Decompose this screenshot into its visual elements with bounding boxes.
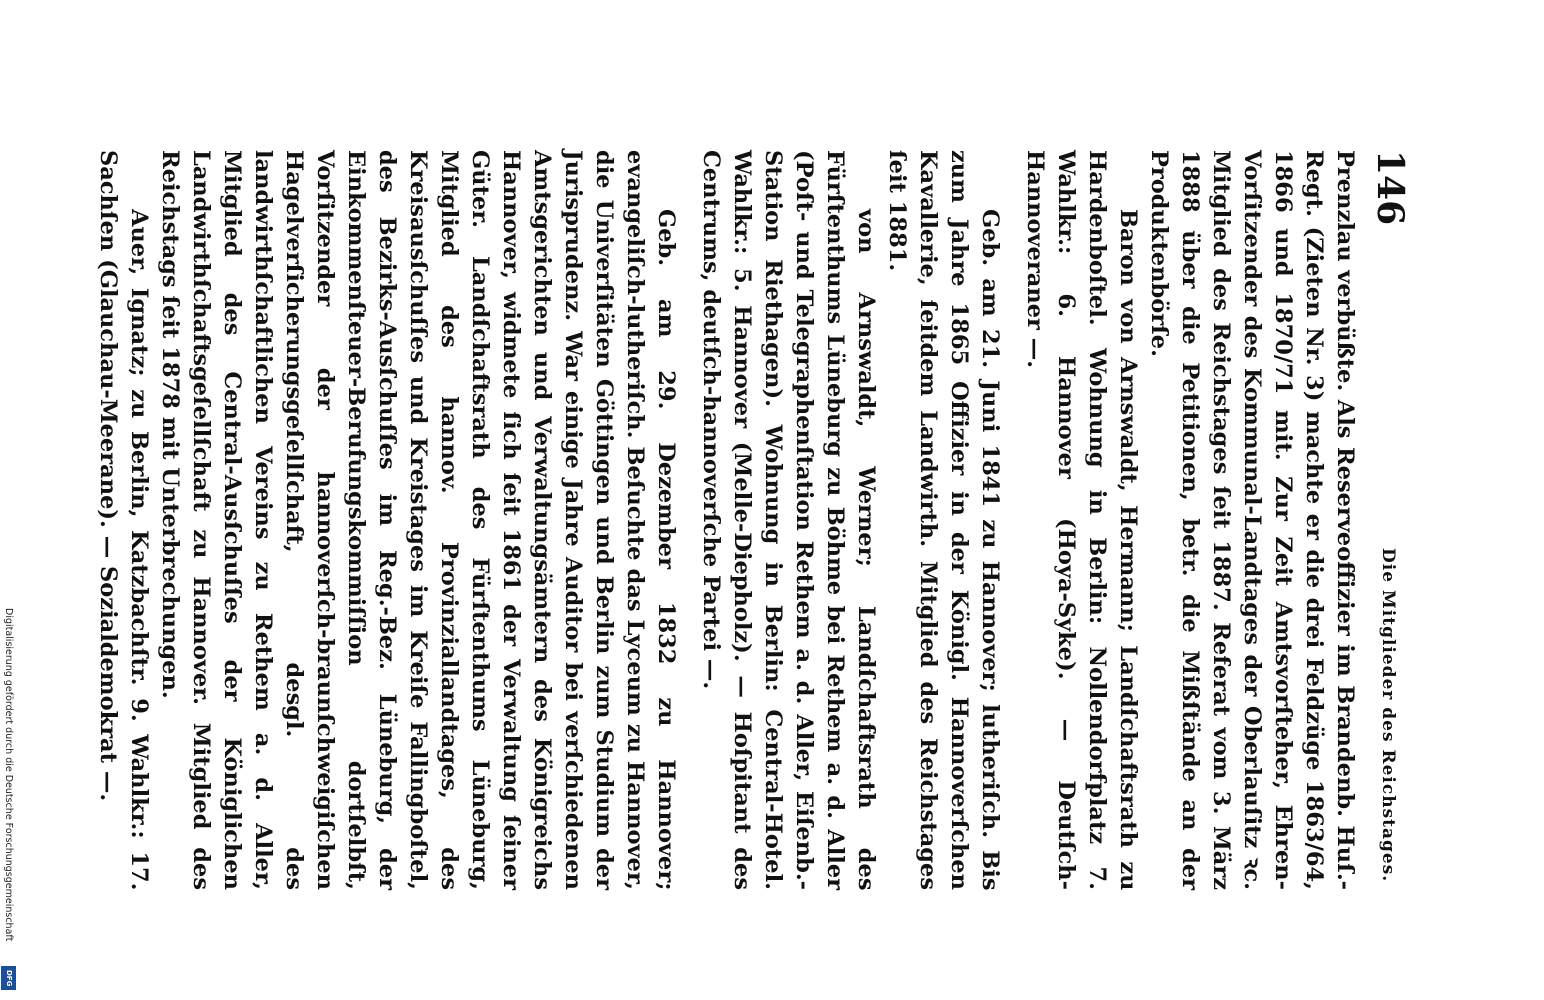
paragraph-bio-hermann-arnswaldt: Geb. am 21. Juni 1841 zu Hannover; lutheriſch. Bis zum Jahre 1865 Offizier in der Königl. Hannoverſchen Kavallerie, ſeitdem Landwirth. Mitglied des Reichstages ſeit 1881. xyxy=(884,150,1003,890)
footer-strip xyxy=(0,0,20,1000)
page-number: 146 xyxy=(1369,150,1411,226)
paragraph-entry-werner-arnswaldt: von Arnswaldt, Werner; Landſchaftsrath des Fürſtenthums Lüneburg zu Böhme bei Rethem a. d. Aller (Poſt- und Telegraphenſtation Rethem a. d. Aller, Eiſenb.-Station Riethagen). Wohnung in Berlin: Central-Hotel. Wahlkr.: 5. Hannover (Melle-Diepholz). — Hoſpitant des Centrums, deutſch-hannoverſche Partei —. xyxy=(698,150,879,890)
digitization-credit: Digitalisierung gefördert durch die Deutsche Forschungsgemeinschaft xyxy=(3,608,14,942)
paragraph-bio-werner-arnswaldt: Geb. am 29. Dezember 1832 zu Hannover; evangeliſch-lutheriſch. Beſuchte das Lyceum zu Hannover, die Univerſitäten Göttingen und Berlin zum Studium der Jurisprudenz. War einige Jahre Auditor bei verſchiedenen Amtsgerichten und Verwaltungsämtern des Königreichs Hannover, widmete ſich ſeit 1861 der Verwaltung ſeiner Güter. Landſchaftsrath des Fürſtenthums Lüneburg, Mitglied des hannov. Provinziallandtages, des Kreisausſchuſſes und Kreistages im Kreiſe Fallingboſtel, des Bezirks-Ausſchuſſes im Reg.-Bez. Lüneburg, der Einkommenſteuer-Berufungskommiſſion dortſelbſt, Vorſitzender der hannoverſch-braunſchweigiſchen Hagelverſicherungsgeſellſchaft, desgl. des landwirthſchaftlichen Vereins zu Rethem a. d. Aller, Mitglied des Central-Ausſchuſſes der Königlichen Landwirthſchaftsgeſellſchaft zu Hannover. Mitglied des Reichstags ſeit 1878 mit Unterbrechungen. xyxy=(157,150,679,890)
paragraph-entry-ignatz-auer: Auer, Ignatz; zu Berlin, Katzbachſtr. 9. Wahlkr.: 17. Sachſen (Glauchau-Meerane). — Sozialdemokrat —. xyxy=(95,150,152,890)
paragraph-entry-hermann-arnswaldt: Baron von Arnswaldt, Hermann; Landſchaftsrath zu Hardenboſtel. Wohnung in Berlin: Nollendorfplatz 7. Wahlkr.: 6. Hannover (Hoya-Syke). — Deutſch-Hannoveraner —. xyxy=(1022,150,1141,890)
running-head: Die Mitglieder des Reichstages. xyxy=(1378,548,1398,883)
dfg-logo-icon: DFG xyxy=(1,966,16,990)
page-body xyxy=(95,150,1360,890)
paragraph-continuation: Prenzlau verbüßte. Als Reserveoffizier im Brandenb. Huſ.-Regt. (Zieten Nr. 3) machte er die drei Feldzüge 1863/64, 1866 und 1870/71 mit. Zur Zeit Amtsvorſteher, Ehren-Vorſitzender des Kommunal-Landtages der Oberlauſitz ꝛc. Mitglied des Reichstages ſeit 1887. Referat vom 3. März 1888 über die Petitionen, betr. die Mißſtände an der Produktenbörſe. xyxy=(1146,150,1358,890)
